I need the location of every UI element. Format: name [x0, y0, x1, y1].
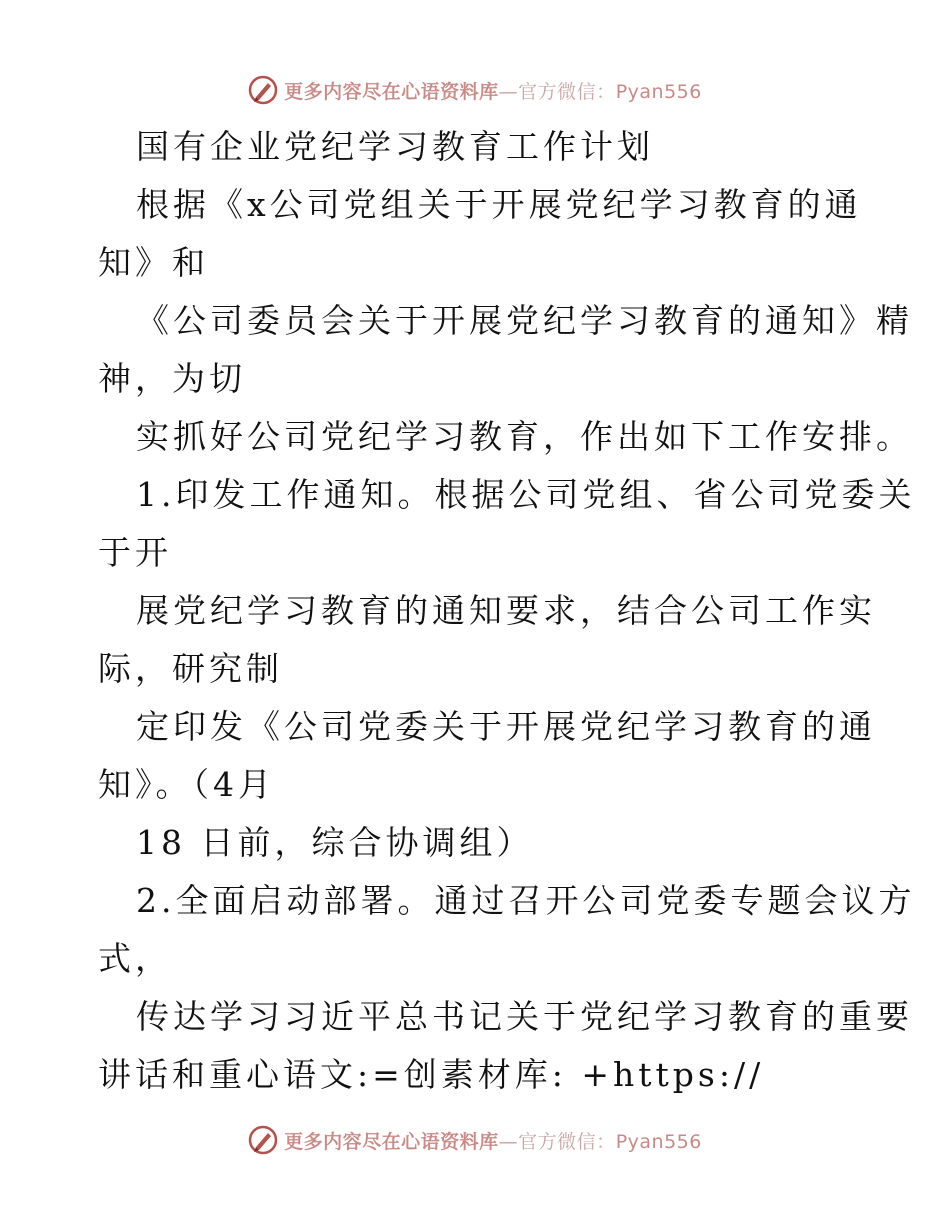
- paragraph-line: 式，: [98, 939, 172, 978]
- paragraph-line: 根据《x公司党组关于开展党纪学习教育的通: [136, 185, 862, 224]
- paragraph-line: 知》和: [98, 243, 209, 282]
- paragraph-line: 定印发《公司党委关于开展党纪学习教育的通: [136, 707, 876, 746]
- paragraph-line: 于开: [98, 533, 172, 572]
- watermark-main: 更多内容尽在心语资料库: [284, 80, 499, 103]
- paragraph-line: 际，研究制: [98, 649, 283, 688]
- paragraph-line: 1.印发工作通知。根据公司党组、省公司党委关: [136, 475, 916, 514]
- watermark-text: [284, 77, 702, 104]
- watermark-sub: 官方微信：: [518, 1130, 616, 1153]
- pen-logo-icon: [248, 1125, 278, 1155]
- paragraph-line: 实抓好公司党纪学习教育，作出如下工作安排。: [136, 417, 913, 456]
- watermark-text: [284, 1127, 702, 1154]
- paragraph-line: 传达学习习近平总书记关于党纪学习教育的重要: [136, 997, 913, 1036]
- document-title: 国有企业党纪学习教育工作计划: [136, 127, 654, 166]
- paragraph-line: 神，为切: [98, 359, 246, 398]
- watermark-id: Pyan556: [615, 80, 702, 103]
- watermark-header: [0, 70, 950, 110]
- paragraph-line: 知》。（4月: [98, 765, 275, 804]
- paragraph-line: 讲话和重心语文:=创素材库: +https://: [98, 1055, 765, 1094]
- watermark-footer: [0, 1120, 950, 1160]
- paragraph-line: 《公司委员会关于开展党纪学习教育的通知》精: [136, 301, 913, 340]
- watermark-sub: 官方微信：: [518, 80, 616, 103]
- paragraph-line: 2.全面启动部署。通过召开公司党委专题会议方: [136, 881, 916, 920]
- watermark-separator: —: [498, 80, 519, 103]
- watermark-main: 更多内容尽在心语资料库: [284, 1130, 499, 1153]
- pen-logo-icon: [248, 75, 278, 105]
- watermark-id: Pyan556: [615, 1130, 702, 1153]
- watermark-separator: —: [498, 1130, 519, 1153]
- paragraph-line: 18 日前，综合协调组）: [136, 823, 534, 862]
- paragraph-line: 展党纪学习教育的通知要求，结合公司工作实: [136, 591, 876, 630]
